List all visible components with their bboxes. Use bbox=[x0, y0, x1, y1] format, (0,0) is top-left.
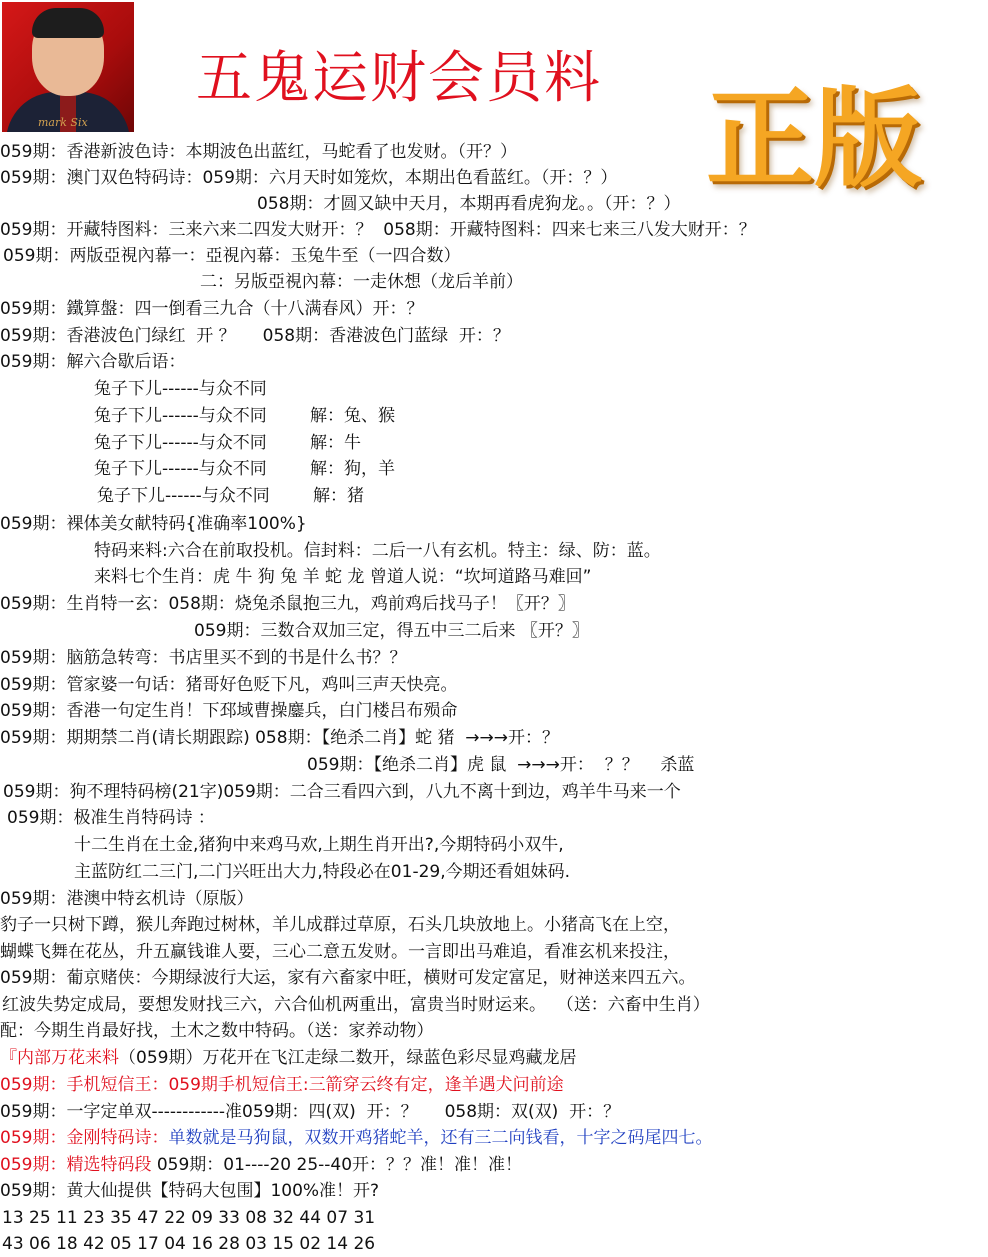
line-selected-segment bbox=[0, 1154, 522, 1176]
line-macau-color-poem-058: 058期：才圆又缺中天月，本期再看虎狗龙。。（开：？） bbox=[257, 194, 681, 214]
line-sms-king: 059期：手机短信王：059期手机短信王:三箭穿云终有定，逢羊遇犬问前途 bbox=[0, 1075, 564, 1095]
portrait-photo bbox=[2, 2, 134, 132]
line-huang-daxian: 059期：黄大仙提供【特码大包围】100%准！开? bbox=[0, 1181, 380, 1201]
line-macau-color-poem: 059期：澳门双色特码诗：059期：六月天时如笼炊，本期出色看蓝红。（开：？） bbox=[0, 168, 618, 188]
line-seven-zodiacs: 来料七个生肖：虎 牛 狗 兔 羊 蛇 龙 曾道人说：“坎坷道路马难回” bbox=[94, 567, 592, 587]
line-atv-inside-2: 二：另版亞視內幕：一走休想（龙后羊前） bbox=[200, 272, 523, 292]
line-zodiac-special-2: 059期：三数合双加三定，得五中三二后来 〖开？〗 bbox=[194, 621, 589, 641]
line-special-code-heading: 059期：裸体美女献特码{准确率100%} bbox=[0, 514, 307, 534]
line-banned-two-059: 059期：【绝杀二肖】虎 鼠 →→→开： ？？ 杀蓝 bbox=[307, 755, 695, 775]
line-xuanji-2: 蝴蝶飞舞在花丛，升五赢钱谁人要，三心二意五发财。一言即出马难追，看准玄机来投注， bbox=[0, 942, 680, 962]
line-xuanji-heading: 059期：港澳中特玄机诗（原版） bbox=[0, 889, 254, 909]
line-xiehouyu-3: 兔子下儿------与众不同 解：牛 bbox=[94, 433, 362, 453]
line-kaicang-figure: 059期：开藏特图料：三来六来二四发大财开：？ 058期：开藏特图料：四来七来三八发大财开：？ bbox=[0, 220, 756, 240]
line-zodiac-special: 059期：生肖特一玄：058期：烧兔杀鼠抱三九，鸡前鸡后找马子！〖开？〗 bbox=[0, 594, 575, 614]
jingang-text: 单数就是马狗鼠，双数开鸡猪蛇羊，还有三二向钱看，十字之码尾四七。 bbox=[168, 1128, 713, 1148]
line-hk-color-gate: 059期：香港波色门绿红 开 ？ 058期：香港波色门蓝绿 开：？ bbox=[0, 326, 510, 346]
line-accurate-poem-1: 十二生肖在土金,猪狗中来鸡马欢,上期生肖开出?,今期特码小双牛, bbox=[74, 835, 564, 855]
line-numbers-1: 13 25 11 23 35 47 22 09 33 08 32 44 07 31 bbox=[2, 1208, 376, 1228]
line-lisboa-3: 配：今期生肖最好找，土木之数中特码。（送：家养动物） bbox=[0, 1021, 434, 1041]
line-accurate-poem-heading: 059期：极准生肖特码诗 ： bbox=[7, 808, 215, 828]
authentic-stamp: 正版 bbox=[706, 76, 923, 202]
line-xiehouyu-2: 兔子下儿------与众不同 解：兔、猴 bbox=[94, 406, 396, 426]
line-lisboa-1: 059期：葡京赌侠：今期绿波行大运，家有六畜家中旺，横财可发定富足，财神送来四五六。 bbox=[0, 968, 696, 988]
line-iron-abacus: 059期：鐵算盤：四一倒看三九合（十八满春风）开：？ bbox=[0, 299, 424, 319]
line-wanhua bbox=[0, 1047, 576, 1069]
line-odd-even: 059期：一字定单双------------准059期：四(双) 开：？ 058期：双(双) 开：？ bbox=[0, 1102, 621, 1122]
line-hk-color-poem: 059期：香港新波色诗：本期波色出蓝红，马蛇看了也发财。（开？） bbox=[0, 142, 517, 162]
portrait-hair bbox=[32, 8, 104, 38]
line-lisboa-2: 红波失势定成局，要想发财找三六，六合仙机两重出，富贵当时财运来。 （送：六畜中生肖） bbox=[2, 995, 710, 1015]
jingang-label: 059期：金刚特码诗： bbox=[0, 1128, 169, 1148]
line-xiehouyu-heading: 059期：解六合歇后语： bbox=[0, 352, 186, 372]
line-atv-inside-1: 059期：两版亞視內幕一：亞視內幕：玉兔牛至（一四合数） bbox=[3, 246, 461, 266]
line-brain-teaser: 059期：脑筋急转弯：书店里买不到的书是什么书？？ bbox=[0, 648, 407, 668]
page-title: 五鬼运财会员料 bbox=[196, 46, 602, 111]
line-goubuli: 059期：狗不理特码榜(21字)059期：二合三看四六到，八九不离十到边，鸡羊牛马来一个 bbox=[3, 782, 681, 802]
line-xiehouyu-5: 兔子下儿------与众不同 解：猪 bbox=[97, 486, 365, 506]
photo-caption: mark Six bbox=[38, 116, 88, 129]
line-hk-one-sentence: 059期：香港一句定生肖！下邳域曹操鏖兵，白门楼吕布殒命 bbox=[0, 701, 458, 721]
wanhua-text: （059期）万花开在飞江走绿二数开，绿蓝色彩尽显鸡藏龙居 bbox=[119, 1048, 577, 1068]
line-jingang bbox=[0, 1127, 712, 1149]
segment-label: 059期：精选特码段 bbox=[0, 1155, 152, 1175]
line-xiehouyu-4: 兔子下儿------与众不同 解：狗，羊 bbox=[94, 459, 396, 479]
line-housekeeper: 059期：管家婆一句话：猪哥好色贬下凡，鸡叫三声天快亮。 bbox=[0, 675, 458, 695]
line-xuanji-1: 豹子一只树下蹲，猴儿奔跑过树林，羊儿成群过草原，石头几块放地上。小猪高飞在上空， bbox=[0, 915, 680, 935]
line-special-code-source: 特码来料:六合在前取投机。信封料：二后一八有玄机。特主：绿、防：蓝。 bbox=[94, 541, 661, 561]
line-numbers-2: 43 06 18 42 05 17 04 16 28 03 15 02 14 26 bbox=[2, 1234, 376, 1254]
line-banned-two: 059期：期期禁二肖(请长期跟踪) 058期：【绝杀二肖】蛇 猪 →→→开：？ bbox=[0, 728, 560, 748]
line-accurate-poem-2: 主蓝防红二三门,二门兴旺出大力,特段必在01-29,今期还看姐妹码. bbox=[74, 862, 571, 882]
segment-text: 059期：01----20 25--40开：？？准！准！准！ bbox=[151, 1155, 523, 1175]
line-xiehouyu-1: 兔子下儿------与众不同 bbox=[94, 379, 267, 399]
wanhua-label: 『内部万花来料 bbox=[0, 1048, 119, 1068]
